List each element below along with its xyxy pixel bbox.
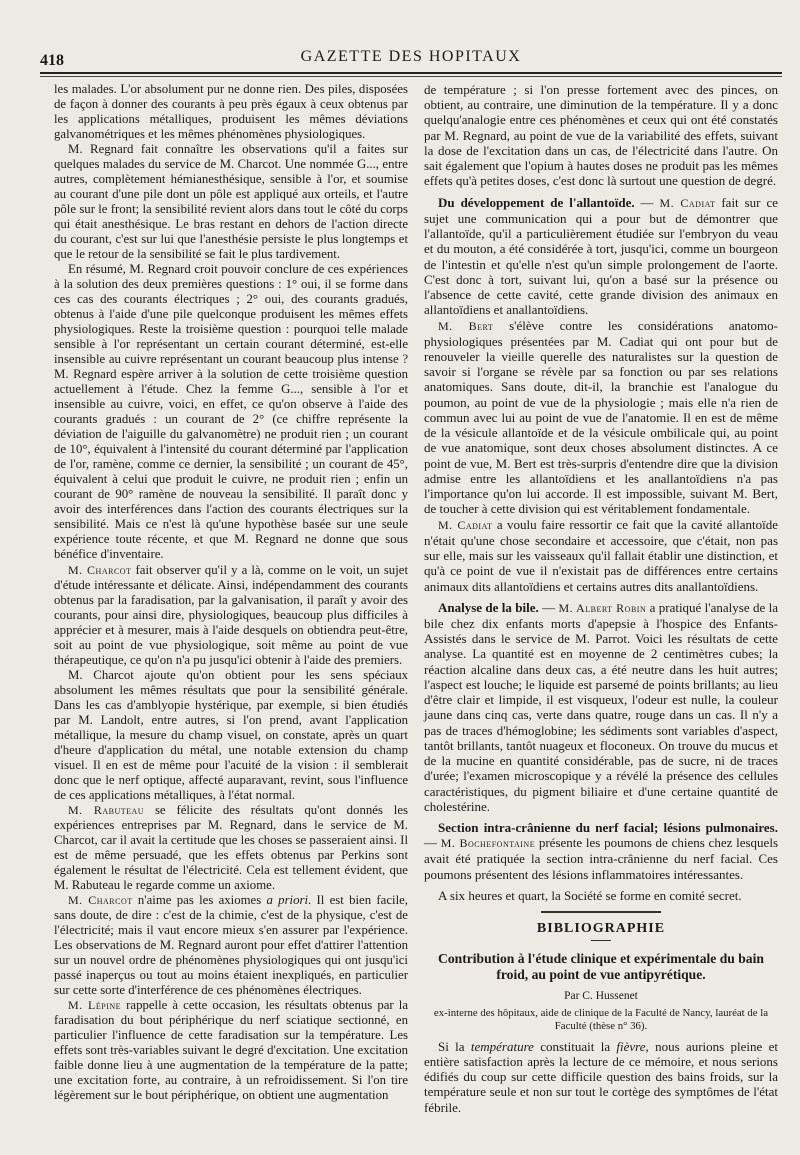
italic-text: a priori [266,892,309,907]
paragraph: Si la température constituait la fièvre, nous aurions pleine et entière satisfaction après la lecture de ce mémoire, et nous serions édifiés du coup sur cette difficile question des bains froids, sur la température seule et non sur tout le cortège des symptômes de l'état fébrile. [424,1038,778,1115]
speaker-name: M. Charcot [68,562,132,577]
speaker-name: M. Lépine [68,997,122,1012]
speaker-name: M. Cadiat [659,195,716,210]
page-header [40,44,782,70]
section-separator [541,911,661,913]
paragraph-text: rappelle à cette occasion, les résultats obtenus par la faradisation du bout périphérique du nerf sciatique sectionné, en particulier l'influence de cette faradisation sur la température. Les effets sont très-variables suivant le degré d'excitation. Une excitation faible donne lieu à une augmentation de la température de la patte; une excitation forte, au contraire, à un refroidissement. Si l'on tire légèrement sur le bout périphérique, on obtient une augmentation [54,997,408,1103]
paragraph-text: a voulu faire ressortir ce fait que la cavité allantoïde n'était qu'une chose secondaire et accessoire, que c'était, non pas sur elle, mais sur les vaisseaux qu'il fallait établir une distinction, et qu'à ce point de vue il n'existait pas de différences entre certains animaux dits allantoïdiens et certains autres dits anallantoïdiens. [424,516,778,594]
italic-text: température [470,1038,534,1054]
header-rule-thick [40,72,782,74]
speaker-name: M. Albert Robin [558,600,647,615]
short-rule [591,940,611,941]
left-column [54,82,408,1103]
book-title: Contribution à l'étude clinique et expérimentale du bain froid, au point de vue antipyrétique. [438,951,764,983]
paragraph [54,893,408,998]
paragraph-text: . Il est bien facile, sans doute, de dire : c'est de la chimie, c'est de la physique, c'est de l'électricité; mais il vaut encore mieux s'en assurer par l'expérience. Les observations de M. Regnard auront pour effet d'attirer l'attention sur un nouvel ordre de phénomènes physiologiques qui ont jusqu'ici passé inaperçus ou tout au moins étaient inexpliqués, en particulier sur cette sorte d'interférence de ces phénomènes électriques. [54,892,409,997]
paragraph: les malades. L'or absolument pur ne donne rien. Des piles, disposées de façon à donner des courants à peu près égaux à ceux obtenus par les applications métalliques, produisent les mêmes déviations galvanométriques et les mêmes phénomènes physiologiques. [54,82,408,142]
paragraph: En résumé, M. Regnard croit pouvoir conclure de ces expériences à la solution des deux premières questions : 1° oui, il se forme dans ces cas des courants électriques ; 2° oui, des courants gradués, obtenus à l'aide d'une pile quelconque produisent les mêmes effets physiologiques. Reste la troisième question : pourquoi telle malade sensible à l'or représentant un certain courant déterminé, est-elle insensible au cuivre représentant un courant beaucoup plus intense ? M. Regnard espère arriver à la solution de cette troisième question actuellement à l'étude. Chez la femme G..., sensible à l'or et insensible au cuivre, voici, en effet, ce qu'on observe à l'aide des courants gradués : un courant de 2° (ce chiffre représente la déviation de l'aiguille du galvanomètre) ne produit rien ; un courant de 10°, équivalent à l'intensité du courant déterminé par l'application de l'or, ramène, comme ce dernier, la sensibilité ; un courant de 45°, équivalent à celui que produit le cuivre, ne produit rien ; enfin un courant de 90° ramène de nouveau la sensibilité. Il paraît donc y avoir des interférences dans l'action des courants électriques sur la sensibilité. Mais ce n'est là qu'une hypothèse basée sur une seule expérience toute récente, et que M. Regnard ne donne que sous bénéfice d'inventaire. [54,262,408,562]
paragraph: Analyse de la bile. — M. Albert Robin a pratiqué l'analyse de la bile chez dix enfants morts d'apepsie à l'hospice des Enfants-Assistés dans le service de M. Parrot. Voici les résultats de cette analyse. La quantité est en moyenne de 2 centimètres cubes; la réaction alcaline dans deux cas, a été neutre dans les huit autres; l'aspect est louche; le liquide est parsemé de points brillants; au lieu d'être clair et limpide, il est visqueux, l'odeur est nulle, la couleur jaune dans cinq cas, verte dans quatre, rouge dans un cas. Il n'y a pas de traces d'hémoglobine; les sédiments sont variables d'aspect, tantôt brillants, tantôt nuageux et floconeux. On trouve du mucus et de la mucine en quantité considérable, pas de sucre, ni de traces d'urée; l'examen microscopique y a révélé la présence des cellules caractéristiques, du pigment biliaire et d'une certaine quantité de cholestérine. [424,599,778,814]
paragraph-text: fait sur ce sujet une communication qui a pour but de démontrer que l'allantoïde, qu'il a particulièrement étudiée sur l'embryon du veau et du mouton, a été considérée à tort, jusqu'ici, comme un bourgeon de l'intestin et qu'elle n'est qu'un simple prolongement de l'aorte. C'est donc à tort, suivant lui, qu'on a basé sur la présence ou l'absence de cette cavité, cette grande division des animaux en allantoïdiens et anallantoïdiens. [424,194,778,318]
bibliography-heading: BIBLIOGRAPHIE [536,921,666,937]
paragraph [54,563,408,668]
speaker-name: M. Charcot [68,892,133,907]
section-heading: Section intra-crânienne du nerf facial; lésions pulmonaires. [438,820,778,836]
speaker-name: M. Cadiat [438,517,493,532]
page-number: 418 [40,52,64,69]
paragraph [424,517,778,594]
right-column [424,82,778,1115]
section-heading: Du développement de l'allantoïde. [438,194,635,210]
italic-text: fièvre [616,1038,646,1054]
paragraph [54,998,408,1103]
paragraph: Du développement de l'allantoïde. — M. Cadiat fait sur ce sujet une communication qui a pour but de démontrer que l'allantoïde, qu'il a particulièrement étudiée sur l'embryon du veau et du mouton, a été considérée à tort, jusqu'ici, comme un bourgeon de l'intestin et qu'elle n'est qu'un simple prolongement de l'aorte. C'est donc à tort, suivant lui, qu'on a basé sur la présence ou l'absence de cette cavité, cette grande division des animaux en allantoïdiens et anallantoïdiens. [424,194,778,318]
paragraph-text: s'élève contre les considérations anatomo-physiologiques présentées par M. Cadiat qui ont pour but de renouveler la vieille querelle des naturalistes sur la question de savoir si l'organe se révèle par sa fonction ou par ses relations anatomiques. Sans doute, dit-il, la branchie est l'analogue du poumon, au point de vue de la physiologie ; mais elle n'a rien de commun avec lui au point de vue de l'anatomie. Il en est de même de la vésicule allantoïde et de la vésicule ombilicale qui, au point de vue anatomique, sont deux choses absolument distinctes. A ce point de vue, M. Bert est très-surpris d'entendre dire que la division admise entre les allantoïdiens et les anallantoïdiens n'a pas l'importance qu'on lui accorde. Il est impossible, suivant M. Bert, de toucher à cette division qui est véritablement fondamentale. [424,317,778,517]
paragraph: de température ; si l'on presse fortement avec des pinces, on obtient, au contraire, une diminution de la température. Il y a donc quelqu'analogie entre ces phénomènes et ceux qui ont été constatés par M. Regnard, au point de vue de la variabilité des effets, suivant la dose de l'excitation dans un cas, de l'électricité dans l'autre. On sait également que l'opium à hautes doses ne produit pas les mêmes effets qu'à petites doses, c'est donc là surtout une question de degré. [424,82,778,189]
paragraph: Section intra-crânienne du nerf facial; lésions pulmonaires. — M. Bochefontaine présente les poumons de chiens chez lesquels avait été pratiquée la section intra-crânienne du nerf facial. Ces poumons présentent des lésions inflammatoires intéressantes. [424,820,778,882]
speaker-name: M. Bochefontaine [440,836,536,851]
paragraph: A six heures et quart, la Société se forme en comité secret. [438,887,742,903]
paragraph-text: n'aime pas les axiomes [132,892,267,907]
paragraph-text: présente les poumons de chiens chez lesquels avait été pratiquée la section intra-crânienne du nerf facial. Ces poumons présentent des lésions inflammatoires intéressantes. [424,835,778,882]
paragraph-text: fait observer qu'il y a là, comme on le voit, un sujet d'étude intéressante et délicate. Ainsi, indépendamment des courants obtenus par la faradisation, par la galvanisation, il paraît y avoir des courants, pour ainsi dire, physiologiques, beaucoup plus difficiles à apprécier et à mesurer, mais à l'aide desquels on obtiendra peut-être, soit au point de vue physiologique, soit même au point de vue thérapeutique, ce qu'on n'a pu jusqu'ici obtenir à l'aide des premiers. [54,562,408,667]
running-title: GAZETTE DES HOPITAUX [300,48,522,65]
speaker-name: M. Bert [438,318,494,333]
book-author: Par C. Hussenet [564,990,638,1003]
paragraph [54,803,408,893]
section-heading: Analyse de la bile. [438,599,539,615]
book-author-note: ex-interne des hôpitaux, aide de clinique de la Faculté de Nancy, lauréat de la Faculté (thèse n° 36). [433,1006,769,1032]
speaker-name: M. Rabuteau [68,802,145,817]
paragraph: M. Regnard fait connaître les observations qu'il a faites sur quelques malades du service de M. Charcot. Une nommée G..., entre autres, complètement hémianesthésique, sensible à l'or, et soumise au courant d'une pile dont un pôle est appliqué aux orteils, et l'autre pôle sur le front; la sensibilité revient alors dans tout le côté du corps qui était anesthésique. Le bras restant en dehors de l'action directe du courant, c'est sur lui que l'anesthésie persiste le plus longtemps et que le retour de la sensibilité se fait le plus tardivement. [54,142,408,262]
paragraph [424,318,778,517]
paragraph: M. Charcot ajoute qu'on obtient pour les sens spéciaux absolument les mêmes résultats que pour la sensibilité générale. Dans les cas d'amblyopie hystérique, par exemple, si bien étudiés par M. Landolt, entre autres, si l'on prend, avant l'application métallique, la mesure du champ visuel, on constate, après un quart d'heure d'application du métal, une notable extension du champ visuel. Il en est de même pour l'acuité de la vision : il semblerait donc que le nerf optique, affecté auparavant, revint, sous l'influence de ces applications métalliques, à l'état normal. [54,667,408,802]
header-rule-thin [40,76,782,77]
paragraph-text: a pratiqué l'analyse de la bile chez dix enfants morts d'apepsie à l'hospice des Enfants-Assistés dans le service de M. Parrot. Voici les résultats de cette analyse. La quantité est en moyenne de 2 centimètres cubes; la réaction alcaline dans deux cas, a été neutre dans les huit autres; l'aspect est louche; le liquide est parsemé de points brillants; au lieu d'être clair et limpide, il est visqueux, l'odeur est nulle, la couleur jaune dans cinq cas, verte dans quatre, rouge dans un cas. Il n'y a pas de traces d'hémoglobine; les sédiments sont variables d'aspect, tantôt brillants, tantôt nuageux et floconeux. On trouve du mucus et de la mucine en quantité considérable, pas de sucre, ni de traces d'urée; l'examen microscopique y a révélé la présence des cellules caractéristiques, du pigment biliaire et d'une certaine quantité de cholestérine. [424,599,778,814]
paragraph-text: se félicite des résultats qu'ont donnés les expériences entreprises par M. Regnard, dans le service de M. Charcot, car il avait la certitude que les choses se passeraient ainsi. Il est de même persuadé, que les effets obtenus par Perkins sont également le résultat de l'électricité. Cela est tellement évident, que M. Rabuteau le regarde comme un axiome. [54,802,408,892]
